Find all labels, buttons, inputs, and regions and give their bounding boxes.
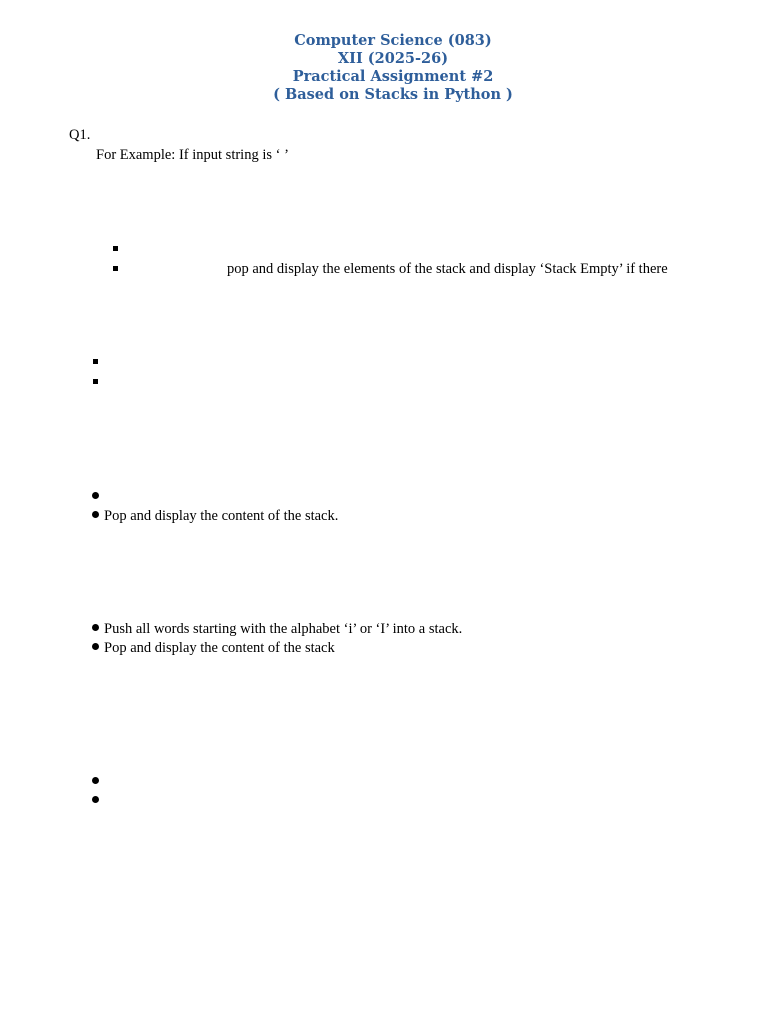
- square-bullet-icon: [113, 246, 118, 251]
- assignment-title: Practical Assignment #2: [292, 68, 494, 85]
- square-bullet-icon: [113, 266, 118, 271]
- question-number: Q1.: [69, 127, 91, 143]
- assignment-subtitle: ( Based on Stacks in Python ): [273, 86, 513, 103]
- round-bullet-icon: [92, 511, 99, 518]
- list-item: [92, 620, 462, 638]
- class-session: XII (2025-26): [337, 50, 449, 67]
- round-bullet-icon: [92, 796, 99, 803]
- round-bullet-icon: [92, 777, 99, 784]
- document-header: [0, 32, 768, 104]
- round-bullet-icon: [92, 492, 99, 499]
- list-item-text: Push all words starting with the alphabet ‘i’ or ‘I’ into a stack.: [104, 621, 463, 637]
- list-item-text: pop and display the elements of the stack and display ‘Stack Empty’ if there: [227, 261, 668, 277]
- list-item: [92, 507, 338, 525]
- square-bullet-icon: [93, 359, 98, 364]
- square-bullet-icon: [93, 379, 98, 384]
- round-bullet-icon: [92, 624, 99, 631]
- list-item-text: Pop and display the content of the stack.: [104, 508, 339, 524]
- round-bullet-icon: [92, 643, 99, 650]
- course-title: Computer Science (083): [294, 32, 492, 49]
- list-item-text: Pop and display the content of the stack: [104, 640, 335, 656]
- list-item: [92, 639, 335, 657]
- example-text: For Example: If input string is ‘ ’: [96, 147, 289, 163]
